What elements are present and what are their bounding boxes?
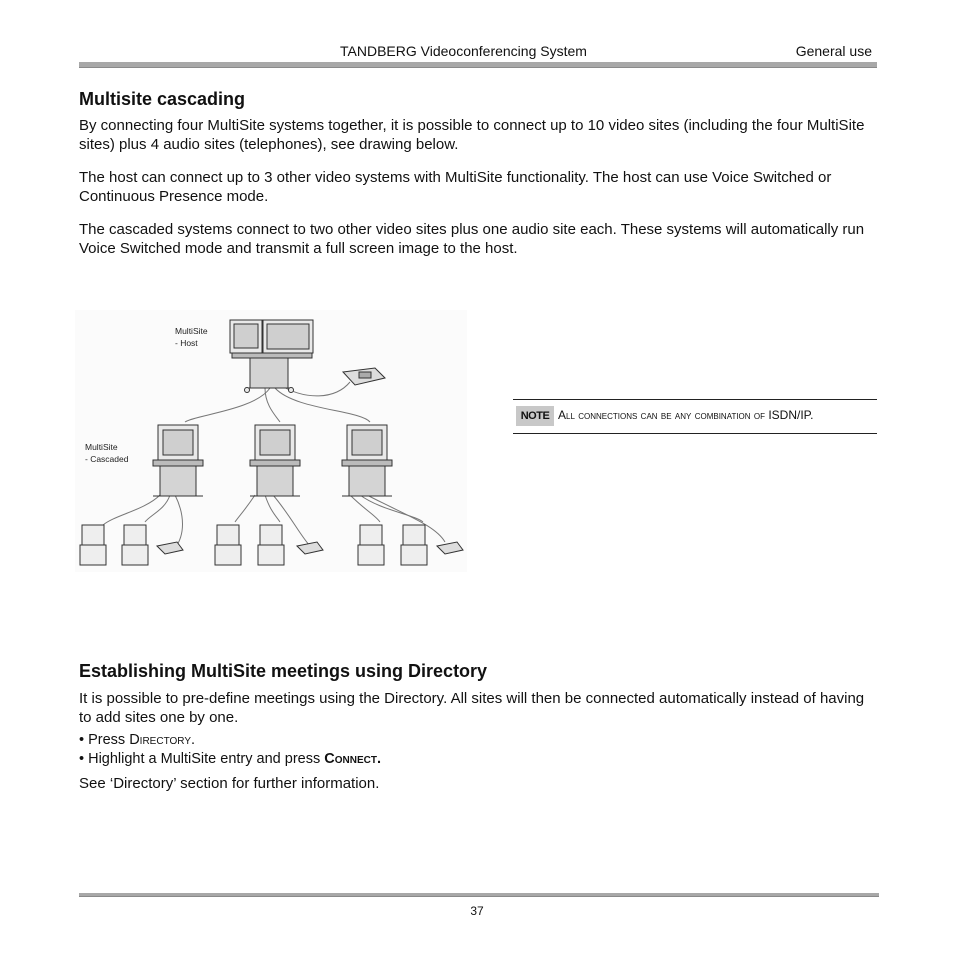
heading-establishing-meetings: Establishing MultiSite meetings using Directory — [79, 661, 488, 681]
host-label-2: - Host — [175, 338, 198, 348]
bullet-2-prefix: • Highlight a MultiSite entry and press — [79, 751, 325, 767]
bullet-1-suffix: . — [190, 732, 196, 748]
note-badge: NOTE — [516, 406, 554, 426]
paragraph-directory: It is possible to pre-define meetings using the Directory. All sites will then be connected automatically instead of having to add sites one by one. — [79, 690, 865, 726]
document-title: TANDBERG Videoconferencing System — [340, 43, 587, 59]
paragraph-3: The cascaded systems connect to two other video sites plus one audio site each. These systems will automatically run Voice Switched mode and transmit a full screen image to the host. — [79, 221, 865, 257]
note-text — [558, 408, 813, 422]
note-text-main: All connections can be any combination of — [558, 408, 769, 422]
note-text-tail: ISDN/IP. — [768, 408, 814, 422]
paragraph-2: The host can connect up to 3 other video systems with MultiSite functionality. The host can use Voice Switched or Continuous Presence mode. — [79, 169, 832, 205]
connect-key: Connect — [324, 751, 377, 767]
bullet-2-suffix: . — [376, 751, 381, 767]
paragraph-1: By connecting four MultiSite systems together, it is possible to connect up to 10 video sites (including the four MultiSite sites) plus 4 audio sites (telephones), see drawing below. — [79, 117, 865, 153]
page-number: 37 — [470, 904, 484, 918]
header-rule — [79, 62, 877, 68]
host-label-1: MultiSite — [175, 326, 208, 336]
section-name: General use — [795, 43, 872, 59]
heading-multisite-cascading: Multisite cascading — [79, 89, 246, 109]
bullet-press-connect — [79, 751, 381, 767]
note-box — [513, 399, 877, 434]
paragraph-see-directory: See ‘Directory’ section for further information. — [79, 775, 380, 792]
bullet-1-prefix: • Press — [79, 732, 130, 748]
multisite-cascade-diagram — [75, 310, 467, 572]
directory-key: Directory — [129, 732, 191, 748]
bullet-press-directory — [79, 732, 195, 748]
cascaded-label-1: MultiSite — [85, 442, 118, 452]
cascaded-label-2: - Cascaded — [85, 454, 129, 464]
footer-rule — [79, 893, 879, 897]
